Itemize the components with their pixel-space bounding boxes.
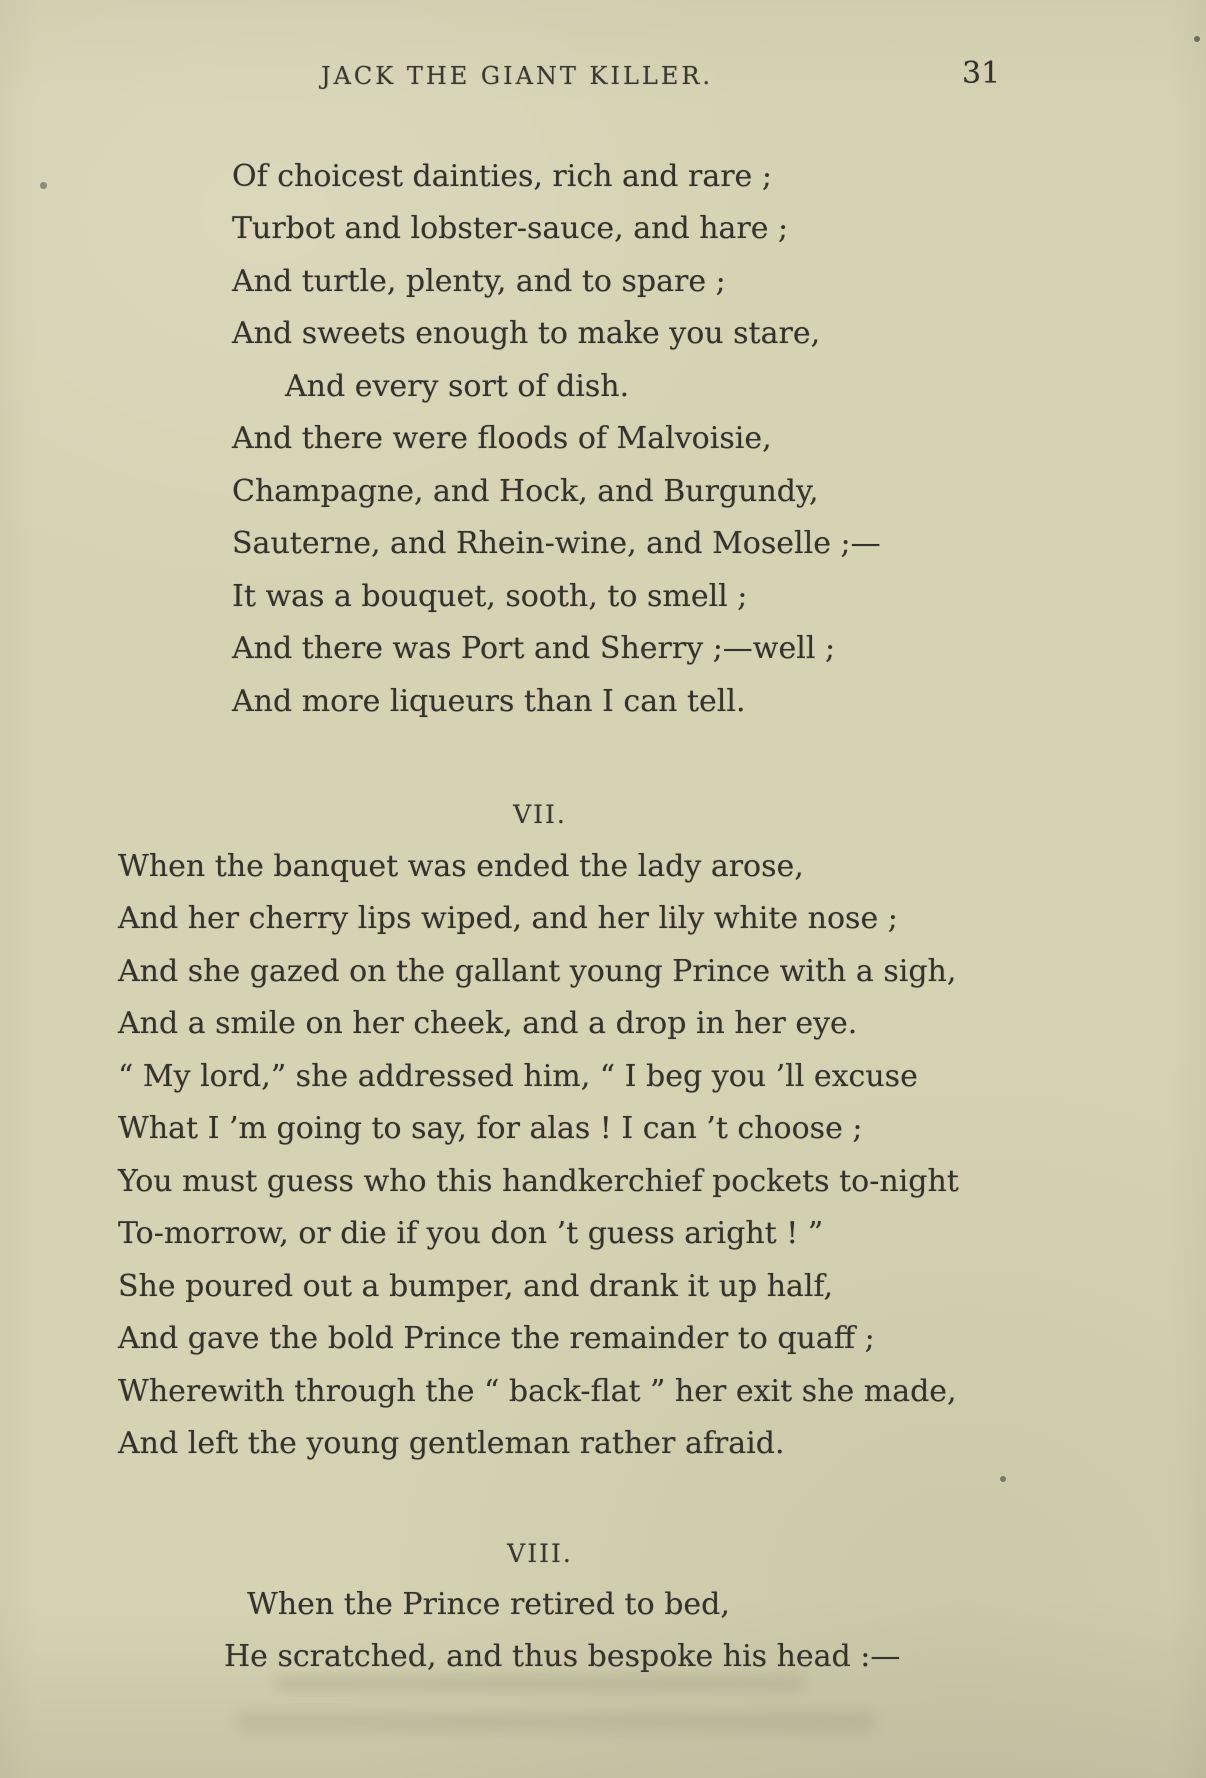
ink-speck xyxy=(1000,1476,1006,1482)
poem-line: When the Prince retired to bed, xyxy=(247,1587,730,1622)
poem-line: And gave the bold Prince the remainder to quaff ; xyxy=(118,1321,875,1356)
poem-line: And a smile on her cheek, and a drop in her eye. xyxy=(118,1006,858,1041)
poem-line: She poured out a bumper, and drank it up half, xyxy=(118,1269,834,1304)
poem-line: “ My lord,” she addressed him, “ I beg you ’ll excuse xyxy=(118,1059,918,1094)
poem-line: It was a bouquet, sooth, to smell ; xyxy=(232,579,748,614)
poem-line: You must guess who this handkerchief pockets to-night xyxy=(118,1164,959,1199)
poem-line: And she gazed on the gallant young Prince with a sigh, xyxy=(118,954,957,989)
poem-line: When the banquet was ended the lady arose, xyxy=(118,849,804,884)
poem-line: And there was Port and Sherry ;—well ; xyxy=(232,631,836,666)
poem-line: And sweets enough to make you stare, xyxy=(232,316,821,351)
poem-line: And turtle, plenty, and to spare ; xyxy=(232,264,726,299)
poem-line: Wherewith through the “ back-flat ” her exit she made, xyxy=(118,1374,957,1409)
poem-line: Of choicest dainties, rich and rare ; xyxy=(232,159,772,194)
poem-line: And there were floods of Malvoisie, xyxy=(232,421,772,456)
ink-speck xyxy=(1194,36,1200,42)
poem-line: Champagne, and Hock, and Burgundy, xyxy=(232,474,819,509)
show-through-ghost xyxy=(235,1712,875,1732)
page-number: 31 xyxy=(962,56,1001,91)
poem-line: Turbot and lobster-sauce, and hare ; xyxy=(232,211,789,246)
running-title: JACK THE GIANT KILLER. xyxy=(320,62,714,90)
poem-line: What I ’m going to say, for alas ! I can ’t choose ; xyxy=(118,1111,863,1146)
poem-line: He scratched, and thus bespoke his head :— xyxy=(224,1639,901,1674)
ink-speck xyxy=(40,182,47,189)
poem-line: And every sort of dish. xyxy=(285,369,630,404)
stanza-heading-vii: VII. xyxy=(513,800,567,829)
show-through-ghost xyxy=(275,1676,805,1691)
poem-line: To-morrow, or die if you don ’t guess aright ! ” xyxy=(118,1216,824,1251)
poem-line: And more liqueurs than I can tell. xyxy=(232,684,746,719)
poem-line: Sauterne, and Rhein-wine, and Moselle ;— xyxy=(232,526,881,561)
poem-line: And her cherry lips wiped, and her lily white nose ; xyxy=(118,901,898,936)
stanza-heading-viii: VIII. xyxy=(507,1539,573,1568)
poem-line: And left the young gentleman rather afraid. xyxy=(118,1426,785,1461)
